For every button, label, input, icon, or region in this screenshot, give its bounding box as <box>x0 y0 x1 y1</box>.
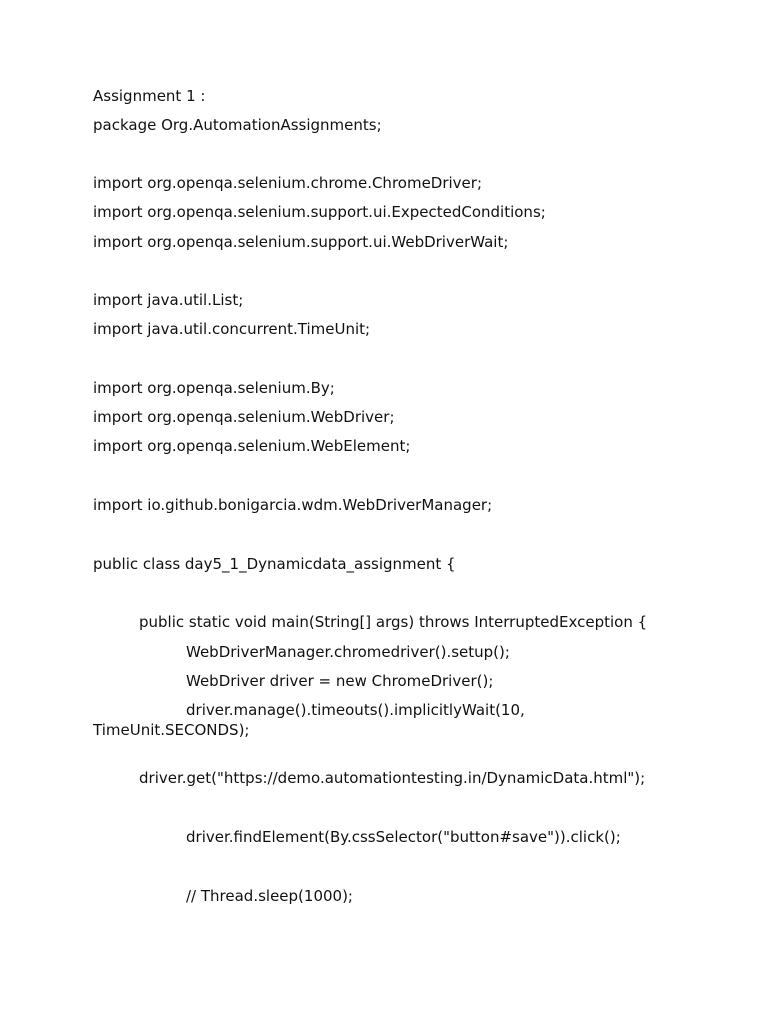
code-line: WebDriver driver = new ChromeDriver(); <box>186 672 494 690</box>
main-method-declaration: public static void main(String[] args) throws InterruptedException { <box>139 613 648 631</box>
import-line: import org.openqa.selenium.support.ui.WebDriverWait; <box>93 233 509 251</box>
code-line: driver.manage().timeouts().implicitlyWait(10, <box>186 701 525 719</box>
code-comment: // Thread.sleep(1000); <box>186 887 353 905</box>
package-declaration: package Org.AutomationAssignments; <box>93 116 382 134</box>
import-line: import io.github.bonigarcia.wdm.WebDriverManager; <box>93 496 493 514</box>
code-line-continuation: TimeUnit.SECONDS); <box>93 721 250 739</box>
import-line: import org.openqa.selenium.WebElement; <box>93 437 411 455</box>
import-line: import java.util.concurrent.TimeUnit; <box>93 320 371 338</box>
code-line: WebDriverManager.chromedriver().setup(); <box>186 643 510 661</box>
import-line: import java.util.List; <box>93 291 244 309</box>
import-line: import org.openqa.selenium.By; <box>93 379 335 397</box>
import-line: import org.openqa.selenium.chrome.ChromeDriver; <box>93 174 483 192</box>
import-line: import org.openqa.selenium.WebDriver; <box>93 408 395 426</box>
code-line: driver.get("https://demo.automationtesting.in/DynamicData.html"); <box>139 769 646 787</box>
assignment-heading: Assignment 1 : <box>93 87 206 105</box>
class-declaration: public class day5_1_Dynamicdata_assignment { <box>93 555 456 573</box>
import-line: import org.openqa.selenium.support.ui.ExpectedConditions; <box>93 203 546 221</box>
code-line: driver.findElement(By.cssSelector("button#save")).click(); <box>186 828 621 846</box>
